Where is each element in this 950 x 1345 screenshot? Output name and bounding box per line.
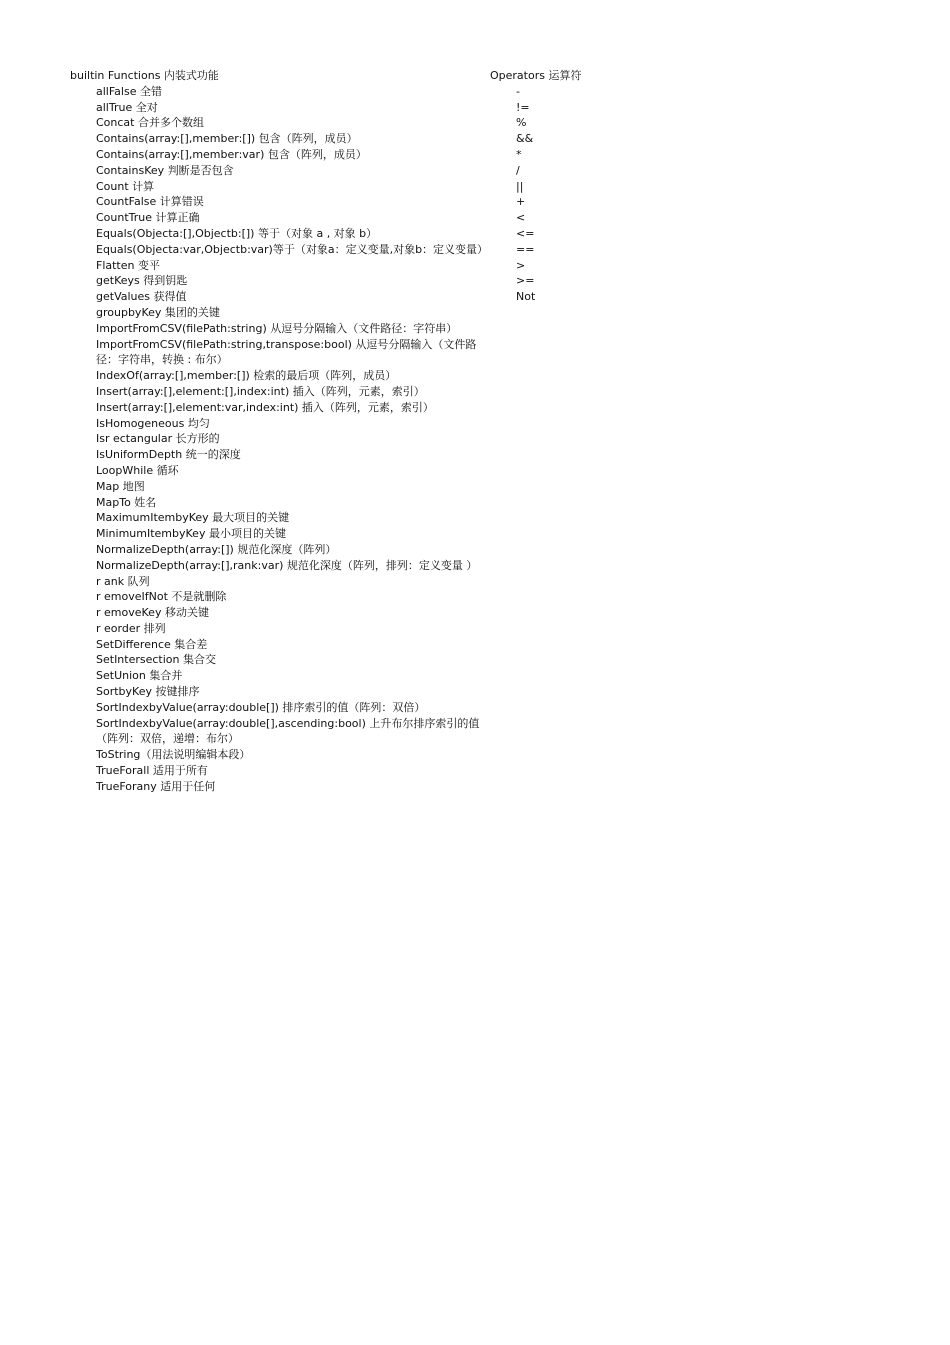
function-item: NormalizeDepth(array:[],rank:var) 规范化深度（阵列，排列：定义变量 ） [96, 558, 478, 572]
function-item: getValues 获得值 [96, 290, 187, 304]
function-item: r eorder 排列 [96, 621, 166, 635]
function-item: SetIntersection 集合交 [96, 653, 216, 667]
function-item: LoopWhile 循环 [96, 463, 179, 477]
operator-item: - [516, 84, 520, 98]
function-item: NormalizeDepth(array:[]) 规范化深度（阵列） [96, 542, 337, 556]
operator-item: % [516, 116, 527, 130]
function-item: Equals(Objecta:var,Objectb:var)等于（对象a：定义变量,对象b：定义变量） [96, 242, 489, 256]
operator-item: / [516, 163, 520, 177]
function-item: Isr ectangular 长方形的 [96, 432, 220, 446]
function-item: allFalse 全错 [96, 84, 162, 98]
function-item: getKeys 得到钥匙 [96, 274, 188, 288]
function-item: Contains(array:[],member:[]) 包含（阵列，成员） [96, 132, 358, 146]
operator-item: != [516, 100, 530, 114]
function-item: ImportFromCSV(filePath:string,transpose:bool) 从逗号分隔输入（文件路径：字符串，转换 : 布尔） [96, 337, 477, 367]
operator-item: || [516, 179, 524, 193]
function-item: Insert(array:[],element:var,index:int) 插入（阵列，元素，索引） [96, 400, 434, 414]
function-item: Count 计算 [96, 179, 155, 193]
function-item: Concat 合并多个数组 [96, 116, 204, 130]
function-item: IsUniformDepth 统一的深度 [96, 448, 241, 462]
function-item: r emoveIfNot 不是就删除 [96, 590, 227, 604]
operators-list [490, 84, 610, 305]
function-item: MaximumItembyKey 最大项目的关键 [96, 511, 290, 525]
function-item: Map 地图 [96, 479, 145, 493]
function-item: r ank 队列 [96, 574, 150, 588]
function-item: MapTo 姓名 [96, 495, 157, 509]
operator-item: > [516, 258, 526, 272]
function-item: Contains(array:[],member:var) 包含（阵列，成员） [96, 147, 367, 161]
operator-item: >= [516, 274, 535, 288]
function-item: SortbyKey 按键排序 [96, 685, 200, 699]
functions-heading: builtin Functions 内装式功能 [70, 69, 219, 82]
operator-item: + [516, 195, 526, 209]
operator-item: && [516, 132, 534, 146]
function-item: CountTrue 计算正确 [96, 211, 200, 225]
function-item: SetUnion 集合并 [96, 669, 183, 683]
operators-heading: Operators 运算符 [490, 69, 582, 82]
builtin-functions-section [70, 68, 489, 795]
operator-item: < [516, 211, 526, 225]
operator-item: Not [516, 290, 536, 304]
function-item: allTrue 全对 [96, 100, 158, 114]
function-item: ToString（用法说明编辑本段） [96, 748, 251, 762]
function-item: groupbyKey 集团的关键 [96, 305, 220, 319]
function-item: CountFalse 计算错误 [96, 195, 204, 209]
operator-item: <= [516, 226, 535, 240]
function-item: SetDifference 集合差 [96, 637, 208, 651]
function-item: IsHomogeneous 均匀 [96, 416, 210, 430]
operators-section [490, 68, 610, 305]
function-item: MinimumItembyKey 最小项目的关键 [96, 527, 286, 541]
function-item: TrueForall 适用于所有 [96, 764, 208, 778]
function-item: r emoveKey 移动关键 [96, 606, 209, 620]
functions-list [70, 84, 489, 795]
function-item: SortIndexbyValue(array:double[]) 排序索引的值（阵列：双倍） [96, 700, 426, 714]
operator-item: * [516, 147, 522, 161]
function-item: ImportFromCSV(filePath:string) 从逗号分隔输入（文件路径：字符串） [96, 321, 458, 335]
operator-item: == [516, 242, 535, 256]
function-item: TrueForany 适用于任何 [96, 779, 216, 793]
function-item: ContainsKey 判断是否包含 [96, 163, 234, 177]
function-item: Equals(Objecta:[],Objectb:[]) 等于（对象 a , 对象 b） [96, 226, 378, 240]
function-item: SortIndexbyValue(array:double[],ascending:bool) 上升布尔排序索引的值（阵列：双倍，递增：布尔） [96, 716, 480, 746]
function-item: Flatten 变平 [96, 258, 160, 272]
function-item: IndexOf(array:[],member:[]) 检索的最后项（阵列，成员） [96, 369, 397, 383]
function-item: Insert(array:[],element:[],index:int) 插入（阵列，元素，索引） [96, 384, 425, 398]
